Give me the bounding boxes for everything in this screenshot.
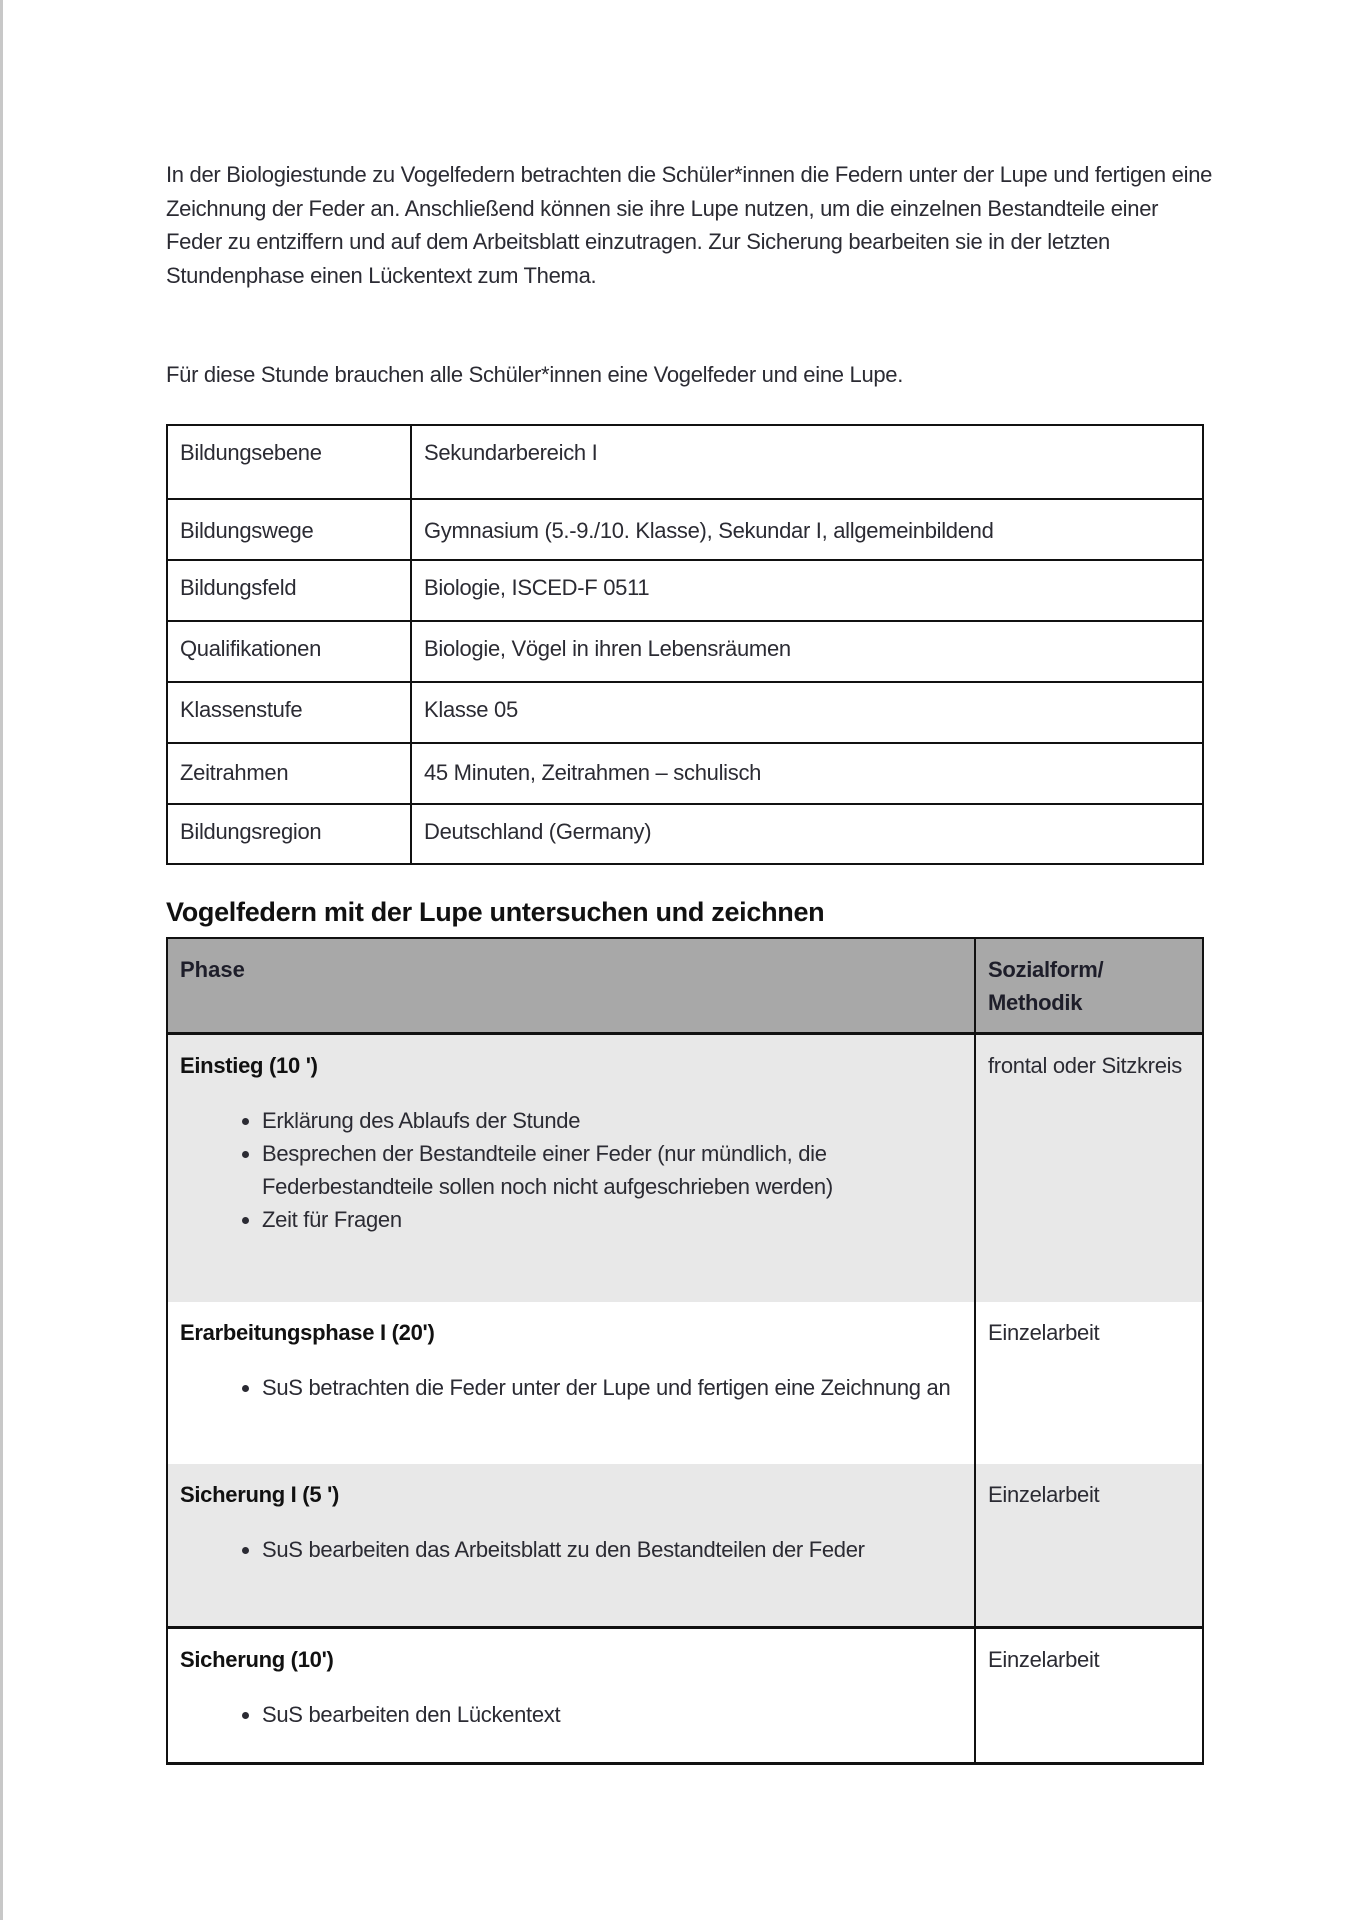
- table-row: [167, 560, 1203, 621]
- metadata-table: [166, 424, 1204, 865]
- meta-value: Deutschland (Germany): [424, 819, 652, 844]
- header-method: Sozialform/ Methodik: [976, 939, 1204, 1032]
- phase-bullets: [180, 1104, 962, 1236]
- intro-paragraph: In der Biologiestunde zu Vogelfedern betrachten die Schüler*innen die Federn unter der Lupe und fertigen eine Zeichnung der Feder an. Anschließend können sie ihre Lupe nutzen, um die einzelnen Bestandteile einer Feder zu entziffern und auf dem Arbeitsblatt einzutragen. Zur Sicherung bearbeiten sie in der letzten Stundenphase einen Lückentext zum Thema.: [166, 162, 1213, 288]
- table-row: [167, 425, 1203, 499]
- list-item: • SuS betrachten die Feder unter der Lupe und fertigen eine Zeichnung an: [262, 1371, 962, 1404]
- meta-value: Gymnasium (5.-9./10. Klasse), Sekundar I, allgemeinbildend: [424, 518, 994, 543]
- phase-title: Sicherung I (5 '): [180, 1482, 340, 1507]
- lesson-plan-table: [166, 937, 1204, 1765]
- meta-key: Qualifikationen: [180, 636, 322, 661]
- meta-value: Biologie, ISCED-F 0511: [424, 575, 650, 600]
- table-row: [167, 499, 1203, 560]
- meta-key: Bildungsregion: [180, 819, 322, 844]
- meta-value: 45 Minuten, Zeitrahmen – schulisch: [424, 760, 762, 785]
- meta-key: Bildungsebene: [180, 440, 322, 465]
- table-row: [167, 682, 1203, 743]
- list-item: • SuS bearbeiten den Lückentext: [262, 1698, 962, 1731]
- table-row: [166, 1626, 1204, 1765]
- phase-bullets: [180, 1698, 962, 1731]
- phase-cell: [166, 1629, 976, 1762]
- phase-title: Sicherung (10'): [180, 1647, 334, 1672]
- list-item: • Besprechen der Bestandteile einer Feder (nur mündlich, die Federbestandteile sollen noch nicht aufgeschrieben werden): [262, 1137, 962, 1203]
- phase-cell: [166, 1035, 976, 1302]
- table-header-row: [166, 937, 1204, 1035]
- table-row: [167, 621, 1203, 682]
- list-item: • SuS bearbeiten das Arbeitsblatt zu den Bestandteilen der Feder: [262, 1533, 962, 1566]
- page-edge: [0, 0, 3, 1920]
- meta-key: Bildungswege: [180, 518, 314, 543]
- phase-cell: [166, 1464, 976, 1626]
- table-row: [166, 1302, 1204, 1464]
- table-row: [166, 1464, 1204, 1626]
- method-cell: Einzelarbeit: [976, 1302, 1204, 1464]
- method-cell: Einzelarbeit: [976, 1629, 1204, 1762]
- header-phase: Phase: [166, 939, 976, 1032]
- phase-bullets: [180, 1533, 962, 1566]
- phase-bullets: [180, 1371, 962, 1404]
- table-row: [167, 743, 1203, 804]
- meta-key: Bildungsfeld: [180, 575, 297, 600]
- meta-value: Biologie, Vögel in ihren Lebensräumen: [424, 636, 791, 661]
- method-cell: Einzelarbeit: [976, 1464, 1204, 1626]
- table-row: [167, 804, 1203, 864]
- lesson-plan-title: Vogelfedern mit der Lupe untersuchen und zeichnen: [166, 897, 825, 927]
- phase-title: Einstieg (10 '): [180, 1053, 318, 1078]
- materials-note: Für diese Stunde brauchen alle Schüler*innen eine Vogelfeder und eine Lupe.: [166, 362, 904, 387]
- meta-key: Klassenstufe: [180, 697, 303, 722]
- table-row: [166, 1035, 1204, 1302]
- meta-key: Zeitrahmen: [180, 760, 289, 785]
- phase-title: Erarbeitungsphase I (20'): [180, 1320, 435, 1345]
- list-item: • Erklärung des Ablaufs der Stunde: [262, 1104, 962, 1137]
- meta-value: Sekundarbereich I: [424, 440, 598, 465]
- phase-cell: [166, 1302, 976, 1464]
- meta-value: Klasse 05: [424, 697, 518, 722]
- list-item: • Zeit für Fragen: [262, 1203, 962, 1236]
- method-cell: frontal oder Sitzkreis: [976, 1035, 1204, 1302]
